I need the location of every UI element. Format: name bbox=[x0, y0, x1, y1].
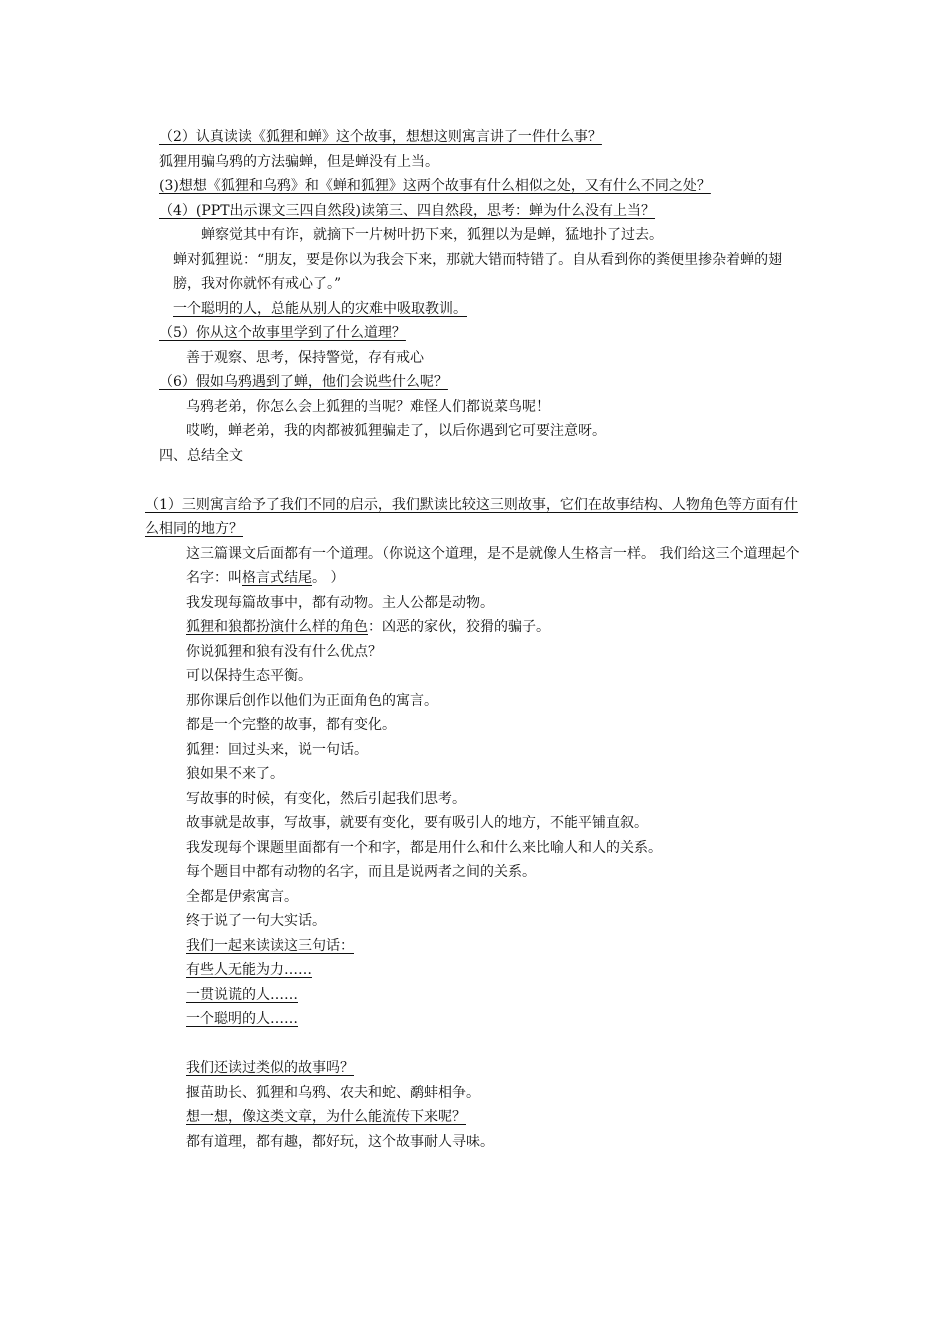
summary-line-16: 终于说了一句大实话。 bbox=[186, 913, 326, 929]
summary-line-14: 每个题目中都有动物的名字，而且是说两者之间的关系。 bbox=[186, 864, 536, 880]
summary-line-20-text: 一个聪明的人…… bbox=[186, 1011, 298, 1027]
summary-line-19 bbox=[145, 983, 810, 1008]
section-heading: 四、总结全文 bbox=[159, 447, 243, 464]
question-5 bbox=[145, 321, 810, 346]
summary-question-1 bbox=[145, 493, 810, 542]
moral-text: 一个聪明的人，总能从别人的灾难中吸取教训。 bbox=[173, 300, 467, 317]
question-4-text: （4）(PPT出示课文三四自然段)读第三、四自然段，思考：蝉为什么没有上当？ bbox=[159, 202, 656, 219]
summary-line-21 bbox=[145, 1056, 810, 1081]
summary-line-23-text: 想一想，像这类文章，为什么能流传下来呢？ bbox=[186, 1109, 466, 1125]
question-6 bbox=[145, 370, 810, 395]
summary-line-17-text: 我们一起来读读这三句话： bbox=[186, 937, 354, 954]
summary-line-18-text: 有些人无能为力…… bbox=[186, 962, 312, 978]
summary-line-13: 我发现每个课题里面都有一个和字，都是用什么和什么来比喻人和人的关系。 bbox=[186, 839, 662, 856]
summary-line-23 bbox=[145, 1105, 810, 1130]
question-4 bbox=[145, 199, 810, 224]
summary-line-8: 都是一个完整的故事，都有变化。 bbox=[186, 717, 396, 733]
summary-line-2 bbox=[145, 542, 810, 591]
summary-line-6: 可以保持生态平衡。 bbox=[186, 668, 312, 684]
summary-line-7: 那你课后创作以他们为正面角色的寓言。 bbox=[186, 692, 438, 709]
summary-line-10: 狼如果不来了。 bbox=[186, 766, 284, 782]
summary-line-18 bbox=[145, 958, 810, 983]
answer-2: 狐狸用骗乌鸦的方法骗蝉，但是蝉没有上当。 bbox=[159, 153, 439, 170]
summary-line-15: 全都是伊索寓言。 bbox=[186, 888, 298, 905]
blank-line bbox=[145, 1032, 810, 1057]
summary-line-4-b: ：凶恶的家伙，狡猾的骗子。 bbox=[368, 619, 550, 635]
summary-line-3: 我发现每篇故事中，都有动物。主人公都是动物。 bbox=[186, 594, 494, 611]
question-6-text: （6）假如乌鸦遇到了蝉，他们会说些什么呢？ bbox=[159, 374, 448, 390]
summary-line-4 bbox=[145, 615, 810, 640]
answer-4-line2: 蝉对狐狸说：“朋友，要是你以为我会下来，那就大错而特错了。自从看到你的粪便里掺杂着蝉的翅膀，我对你就怀有戒心了。” bbox=[173, 251, 783, 292]
summary-line-19-text: 一贯说谎的人…… bbox=[186, 986, 298, 1003]
summary-line-24: 都有道理，都有趣，都好玩，这个故事耐人寻味。 bbox=[186, 1133, 494, 1150]
question-5-text: （5）你从这个故事里学到了什么道理？ bbox=[159, 325, 406, 341]
summary-question-1-text: （1）三则寓言给予了我们不同的启示，我们默读比较这三则故事，它们在故事结构、人物角色等方面有什么相同的地方？ bbox=[145, 496, 798, 537]
summary-line-5: 你说狐狸和狼有没有什么优点？ bbox=[186, 643, 382, 660]
summary-line-2-c: 。 ） bbox=[312, 570, 345, 586]
question-3 bbox=[145, 174, 810, 199]
question-2 bbox=[145, 125, 810, 150]
question-2-text: （2）认真读读《狐狸和蝉》这个故事，想想这则寓言讲了一件什么事？ bbox=[159, 129, 602, 145]
summary-line-2-term: 格言式结尾 bbox=[242, 570, 312, 586]
summary-line-2-a: 这三篇课文后面都有一个道理。（你说这个道理，是不是就像人生格言一样。 我们给这三个道理起个名字：叫 bbox=[186, 545, 800, 586]
summary-line-20 bbox=[145, 1007, 810, 1032]
summary-line-4-a: 狐狸和狼都扮演什么样的角色 bbox=[186, 619, 368, 635]
summary-line-9: 狐狸：回过头来，说一句话。 bbox=[186, 741, 368, 758]
answer-6-line2: 哎哟，蝉老弟，我的肉都被狐狸骗走了，以后你遇到它可要注意呀。 bbox=[186, 423, 606, 439]
summary-line-17 bbox=[145, 934, 810, 959]
answer-5: 善于观察、思考，保持警觉，存有戒心 bbox=[186, 349, 424, 366]
summary-line-11: 写故事的时候，有变化，然后引起我们思考。 bbox=[186, 790, 466, 807]
document-body bbox=[145, 125, 810, 1154]
answer-4-line1: 蝉察觉其中有诈，就摘下一片树叶扔下来，狐狸以为是蝉，猛地扑了过去。 bbox=[201, 227, 663, 243]
summary-line-21-text: 我们还读过类似的故事吗？ bbox=[186, 1060, 354, 1076]
summary-line-22: 揠苗助长、狐狸和乌鸦、农夫和蛇、鹬蚌相争。 bbox=[186, 1084, 480, 1101]
summary-line-12: 故事就是故事，写故事，就要有变化，要有吸引人的地方，不能平铺直叙。 bbox=[186, 815, 648, 831]
moral-sentence bbox=[145, 297, 810, 322]
question-3-text: (3)想想《狐狸和乌鸦》和《蝉和狐狸》这两个故事有什么相似之处，又有什么不同之处？ bbox=[159, 178, 711, 194]
blank-line bbox=[145, 468, 810, 493]
answer-6-line1: 乌鸦老弟，你怎么会上狐狸的当呢？难怪人们都说菜鸟呢！ bbox=[186, 398, 550, 415]
